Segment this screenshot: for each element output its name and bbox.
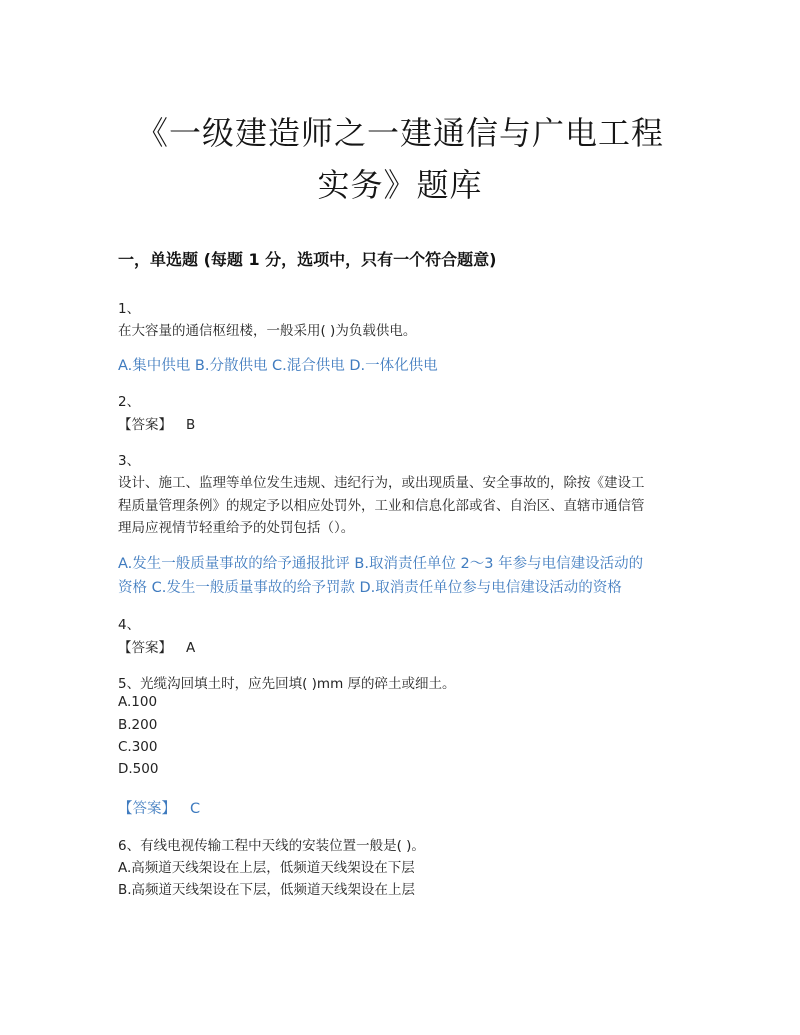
answer-label: 【答案】: [118, 801, 176, 817]
question-3-number: 3、: [118, 453, 141, 469]
question-5-option-b: B.200: [118, 717, 158, 733]
question-3-stem-line1: 设计、施工、监理等单位发生违规、违纪行为，或出现质量、安全事故的，除按《建设工: [118, 475, 645, 491]
question-3-options-line1: A.发生一般质量事故的给予通报批评 B.取消责任单位 2～3 年参与电信建设活动的: [118, 556, 644, 572]
question-6-option-a: A.高频道天线架设在上层，低频道天线架设在下层: [118, 860, 415, 876]
question-5-option-d: D.500: [118, 761, 159, 777]
question-5-answer: [118, 797, 200, 818]
question-1-stem: 在大容量的通信枢纽楼，一般采用( )为负载供电。: [118, 323, 417, 339]
question-3-stem-line3: 理局应视情节轻重给予的处罚包括（）。: [118, 520, 355, 536]
document-title-line2: 实务》题库: [317, 166, 483, 204]
question-5-option-c: C.300: [118, 739, 158, 755]
answer-value: B: [186, 417, 196, 433]
question-4-answer: [118, 636, 195, 656]
question-2-number: 2、: [118, 394, 141, 410]
question-4-number: 4、: [118, 617, 141, 633]
question-5-option-a: A.100: [118, 694, 158, 710]
question-3-options-line2: 资格 C.发生一般质量事故的给予罚款 D.取消责任单位参与电信建设活动的资格: [118, 580, 622, 596]
question-1-options: A.集中供电 B.分散供电 C.混合供电 D.一体化供电: [118, 358, 438, 374]
question-2-answer: [118, 413, 195, 433]
question-6-stem: 6、有线电视传输工程中天线的安装位置一般是( )。: [118, 838, 425, 854]
question-1-number: 1、: [118, 301, 141, 317]
answer-value: C: [190, 801, 201, 817]
question-3-stem-line2: 程质量管理条例》的规定予以相应处罚外，工业和信息化部或省、自治区、直辖市通信管: [118, 498, 645, 514]
answer-value: A: [186, 640, 196, 656]
question-6-option-b: B.高频道天线架设在下层，低频道天线架设在上层: [118, 882, 416, 898]
answer-label: 【答案】: [118, 417, 172, 433]
answer-label: 【答案】: [118, 640, 172, 656]
question-5-stem: 5、光缆沟回填土时，应先回填( )mm 厚的碎土或细土。: [118, 676, 456, 692]
document-title-line1: 《一级建造师之一建通信与广电工程: [135, 114, 664, 152]
section-heading: 一，单选题 (每题 1 分，选项中，只有一个符合题意): [118, 250, 497, 269]
